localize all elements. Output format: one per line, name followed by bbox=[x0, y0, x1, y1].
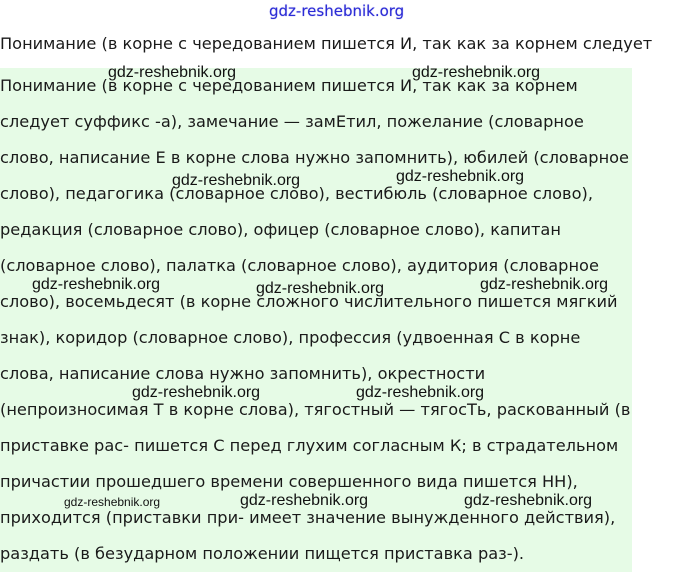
watermark-text: gdz-reshebnik.org bbox=[32, 276, 161, 293]
watermark-text: gdz-reshebnik.org bbox=[64, 495, 161, 509]
answer-line: причастии прошедшего времени совершенного вида пишется НН), bbox=[0, 472, 578, 491]
site-watermark-top: gdz-reshebnik.org bbox=[269, 2, 405, 20]
answer-line: слово), педагогика (словарное слово), вестибюль (словарное слово), bbox=[0, 184, 593, 203]
answer-line: слово, написание Е в корне слова нужно запомнить), юбилей (словарное bbox=[0, 148, 630, 167]
watermark-text: gdz-reshebnik.org bbox=[132, 384, 261, 401]
answer-line: Понимание (в корне с чередованием пишется И, так как за корнем bbox=[0, 76, 578, 95]
watermark-text: gdz-reshebnik.org bbox=[356, 384, 485, 401]
answer-line: раздать (в безударном положении пищется приставка раз-). bbox=[0, 544, 525, 563]
answer-line: следует суффикс -а), замечание — замЕтил, пожелание (словарное bbox=[0, 112, 584, 131]
watermark-text: gdz-reshebnik.org bbox=[108, 64, 237, 81]
watermark-text: gdz-reshebnik.org bbox=[412, 64, 541, 81]
answer-line: слова, написание слова нужно запомнить), окрестности bbox=[0, 364, 486, 383]
answer-line: знак), коридор (словарное слово), профессия (удвоенная С в корне bbox=[0, 328, 581, 347]
answer-line: слово), восемьдесят (в корне сложного числительного пишется мягкий bbox=[0, 292, 618, 311]
answer-line: приставке рас- пишется С перед глухим согласным К; в страдательном bbox=[0, 436, 619, 455]
task-header-text: Понимание (в корне с чередованием пишется И, так как за корнем следует bbox=[0, 34, 653, 53]
answer-line: (словарное слово), палатка (словарное слово), аудитория (словарное bbox=[0, 256, 599, 275]
watermark-text: gdz-reshebnik.org bbox=[464, 492, 593, 509]
watermark-text: gdz-reshebnik.org bbox=[256, 280, 385, 297]
watermark-text: gdz-reshebnik.org bbox=[240, 492, 369, 509]
answer-line: (непроизносимая Т в корне слова), тягостный — тягосТь, раскованный (в bbox=[0, 400, 631, 419]
watermark-text: gdz-reshebnik.org bbox=[396, 168, 525, 185]
answer-line: приходится (приставки при- имеет значение вынужденного действия), bbox=[0, 508, 616, 527]
answer-line: редакция (словарное слово), офицер (словарное слово), капитан bbox=[0, 220, 561, 239]
watermark-text: gdz-reshebnik.org bbox=[172, 172, 301, 189]
watermark-text: gdz-reshebnik.org bbox=[480, 276, 609, 293]
